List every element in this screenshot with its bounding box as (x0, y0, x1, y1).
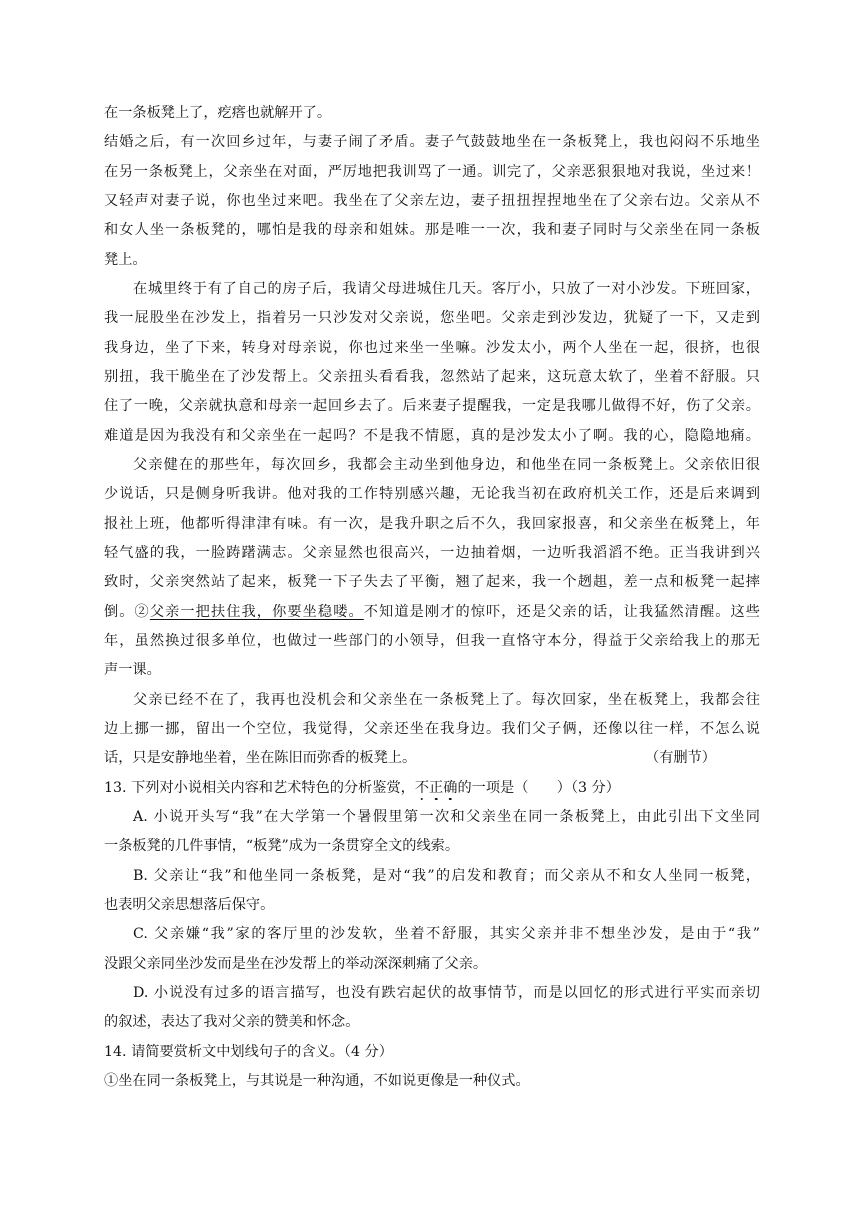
option-c-line: C. 父亲嫌“我”家的客厅里的沙发软，坐着不舒服，其实父亲并非不想坐沙发，是由于“我” (133, 926, 760, 942)
emphasis-char: 确 (443, 780, 458, 796)
text-segment: 13. 下列对小说相关内容和艺术特色的分析鉴赏， (104, 780, 415, 796)
text-line: 别扭，我干脆坐在了沙发帮上。父亲扭头看看我，忽然站了起来，这玩意太软了，坐着不舒服。只 (104, 369, 760, 385)
paragraph-first-line: 父亲已经不在了，我再也没机会和父亲坐在一条板凳上了。每次回家，坐在板凳上，我都会往 (133, 692, 760, 708)
abridged-note: （有删节） (645, 750, 716, 766)
question-14-item-1: ①坐在同一条板凳上，与其说是一种沟通，不如说更像是一种仪式。 (104, 1073, 530, 1089)
text-line: 致时，父亲突然站了起来，板凳一下子失去了平衡，翘了起来，我一个趔趄，差一点和板凳一起摔 (104, 574, 760, 590)
option-d-line: D. 小说没有过多的语言描写，也没有跌宕起伏的故事情节，而是以回忆的形式进行平实而亲切 (133, 985, 760, 1001)
option-d-line: 的叙述，表达了我对父亲的赞美和怀念。 (104, 1014, 360, 1030)
text-line: 我身边，坐了下来，转身对母亲说，你也过来坐一坐嘛。沙发太小，两个人坐在一起，很挤，也很 (104, 340, 760, 356)
text-line: 轻气盛的我，一脸踌躇满志。父亲显然也很高兴，一边抽着烟，一边听我滔滔不绝。正当我讲到兴 (104, 545, 760, 561)
text-line: 边上挪一挪，留出一个空位，我觉得，父亲还坐在我身边。我们父子俩，还像以往一样，不怎么说 (104, 721, 760, 737)
text-segment: 不知道是刚才的惊吓，还是父亲的话，让我猛然清醒。这些 (363, 604, 760, 620)
text-line: 难道是因为我没有和父亲坐在一起吗？不是我不情愿，真的是沙发太小了啊。我的心，隐隐地痛。 (104, 428, 760, 444)
option-b-line: B. 父亲让“我”和他坐同一条板凳，是对“我”的启发和教育；而父亲从不和女人坐同一板凳， (133, 868, 760, 884)
text-line: 年，虽然换过很多单位，也做过一些部门的小领导，但我一直恪守本分，得益于父亲给我上的那无 (104, 633, 760, 649)
text-line: 结婚之后，有一次回乡过年，与妻子闹了矛盾。妻子气鼓鼓地坐在一条板凳上，我也闷闷不乐地坐 (104, 134, 760, 150)
text-line: 声一课。 (104, 662, 161, 678)
underlined-sentence-2: 父亲一把扶住我，你要坐稳喽。 (149, 604, 364, 620)
text-segment: 的一项是（ ）（3 分） (457, 780, 620, 796)
option-a-line: 一条板凳的几件事情，“板凳”成为一条贯穿全文的线索。 (104, 838, 460, 854)
text-line: 和女人坐一条板凳的，哪怕是我的母亲和姐妹。那是唯一一次，我和妻子同时与父亲坐在同一条板 (104, 222, 760, 238)
text-line: 在一条板凳上了，疙瘩也就解开了。 (104, 105, 332, 121)
text-line: 报社上班，他都听得津津有味。有一次，是我升职之后不久，我回家报喜，和父亲坐在板凳上，年 (104, 516, 760, 532)
text-segment: 话，只是安静地坐着，坐在陈旧而弥香的板凳上。 (104, 750, 417, 766)
emphasis-char: 不 (414, 780, 430, 796)
question-14-stem: 14. 请简要赏析文中划线句子的含义。（4 分） (104, 1044, 393, 1060)
text-line: 在另一条板凳上，父亲坐在对面，严厉地把我训骂了一通。训完了，父亲恶狠狠地对我说，坐过来！ (104, 164, 760, 180)
question-13-stem (104, 778, 760, 798)
text-line: 我一屁股坐在沙发上，指着另一只沙发对父亲说，您坐吧。父亲走到沙发边，犹疑了一下，又走到 (104, 310, 760, 326)
paragraph-first-line: 父亲健在的那些年，每次回乡，我都会主动坐到他身边，和他坐在同一条板凳上。父亲依旧很 (133, 457, 760, 473)
option-a-line: A. 小说开头写“我”在大学第一个暑假里第一次和父亲坐在同一条板凳上，由此引出下文坐同 (133, 809, 760, 825)
text-line: 凳上。 (104, 252, 147, 268)
text-line: 少说话，只是侧身听我讲。他对我的工作特别感兴趣，无论我当初在政府机关工作，还是后来调到 (104, 486, 760, 502)
text-line: 住了一晚，父亲就执意和母亲一起回乡去了。后来妻子提醒我，一定是我哪儿做得不好，伤了父亲。 (104, 398, 760, 414)
text-segment: 倒。② (104, 604, 150, 620)
text-line (104, 748, 760, 768)
text-line: 又轻声对妻子说，你也坐过来吧。我坐在了父亲左边，妻子扭扭捏捏地坐在了父亲右边。父亲从不 (104, 193, 760, 209)
option-b-line: 也表明父亲思想落后保守。 (104, 897, 275, 913)
option-c-line: 没跟父亲同坐沙发而是坐在沙发帮上的举动深深刺痛了父亲。 (104, 956, 488, 972)
emphasis-char: 正 (429, 780, 444, 796)
text-line (104, 602, 760, 622)
paragraph-first-line: 在城里终于有了自己的房子后，我请父母进城住几天。客厅小，只放了一对小沙发。下班回家， (133, 281, 760, 297)
